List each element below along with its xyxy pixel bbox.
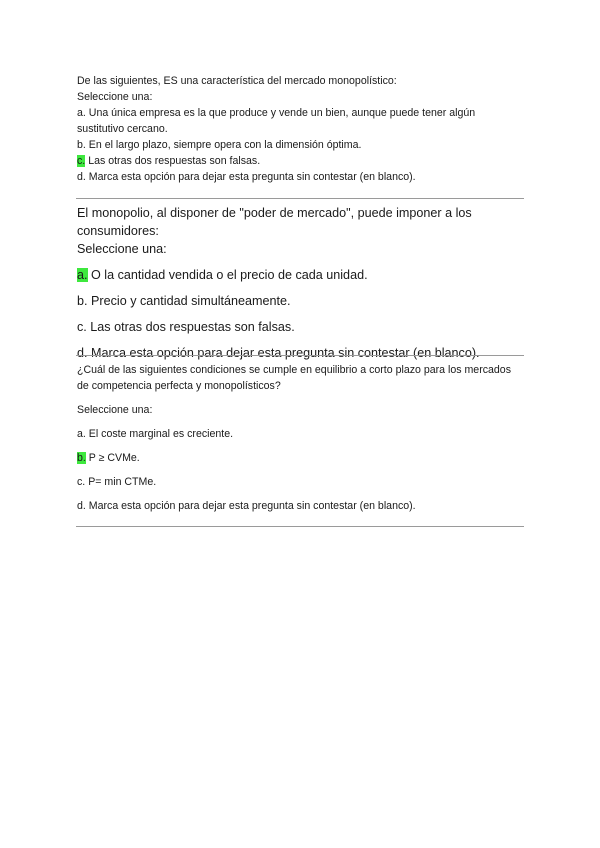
option-letter: d.: [77, 500, 86, 512]
option-letter: a.: [77, 428, 86, 440]
option-letter: c.: [77, 320, 87, 334]
option-d[interactable]: [77, 498, 525, 514]
option-text: P= min CTMe.: [85, 476, 157, 488]
option-c[interactable]: [77, 319, 525, 336]
option-text: Las otras dos respuestas son falsas.: [85, 155, 261, 167]
option-text: O la cantidad vendida o el precio de cada unidad.: [87, 268, 368, 282]
question-stem: De las siguientes, ES una característica del mercado monopolístico:: [77, 75, 397, 87]
question-3: [77, 362, 525, 514]
option-text: El coste marginal es creciente.: [85, 428, 234, 440]
option-text: Una única empresa es la que produce y vende un bien, aunque puede tener algún sustitutivo cercano.: [77, 107, 476, 135]
option-c[interactable]: [77, 474, 525, 490]
option-letter: b.: [77, 139, 86, 151]
question-stem: El monopolio, al disponer de "poder de mercado", puede imponer a los consumidores:: [77, 206, 472, 238]
question-stem: ¿Cuál de las siguientes condiciones se cumple en equilibrio a corto plazo para los mercados de competencia perfecta y monopolísticos?: [77, 364, 511, 392]
option-a[interactable]: [77, 426, 525, 442]
option-b[interactable]: [77, 293, 525, 310]
option-text: Las otras dos respuestas son falsas.: [86, 320, 295, 334]
option-text: Marca esta opción para dejar esta pregunta sin contestar (en blanco).: [87, 346, 480, 360]
select-prompt: Seleccione una:: [77, 91, 153, 103]
option-letter: d.: [77, 171, 86, 183]
option-text: En el largo plazo, siempre opera con la dimensión óptima.: [85, 139, 362, 151]
divider: [76, 198, 524, 199]
highlighted-option-letter: b.: [77, 452, 86, 464]
option-letter: b.: [77, 294, 88, 308]
highlighted-option-letter: a.: [77, 268, 88, 282]
option-d[interactable]: [77, 169, 525, 185]
option-letter: d.: [77, 346, 88, 360]
option-d[interactable]: [77, 345, 525, 362]
question-2: [77, 204, 525, 362]
divider: [76, 355, 524, 356]
option-b[interactable]: [77, 450, 525, 466]
option-letter: a.: [77, 107, 86, 119]
divider: [76, 526, 524, 527]
highlighted-option-letter: c.: [77, 155, 86, 167]
option-b[interactable]: [77, 137, 525, 153]
option-text: P ≥ CVMe.: [85, 452, 140, 464]
select-prompt: Seleccione una:: [77, 242, 167, 256]
option-letter: c.: [77, 476, 86, 488]
option-c[interactable]: [77, 153, 525, 169]
option-text: Marca esta opción para dejar esta pregunta sin contestar (en blanco).: [85, 500, 416, 512]
select-prompt: Seleccione una:: [77, 404, 153, 416]
option-a[interactable]: [77, 105, 525, 137]
option-a[interactable]: [77, 267, 525, 284]
option-text: Marca esta opción para dejar esta pregunta sin contestar (en blanco).: [85, 171, 416, 183]
option-text: Precio y cantidad simultáneamente.: [87, 294, 291, 308]
question-1: [77, 73, 525, 185]
